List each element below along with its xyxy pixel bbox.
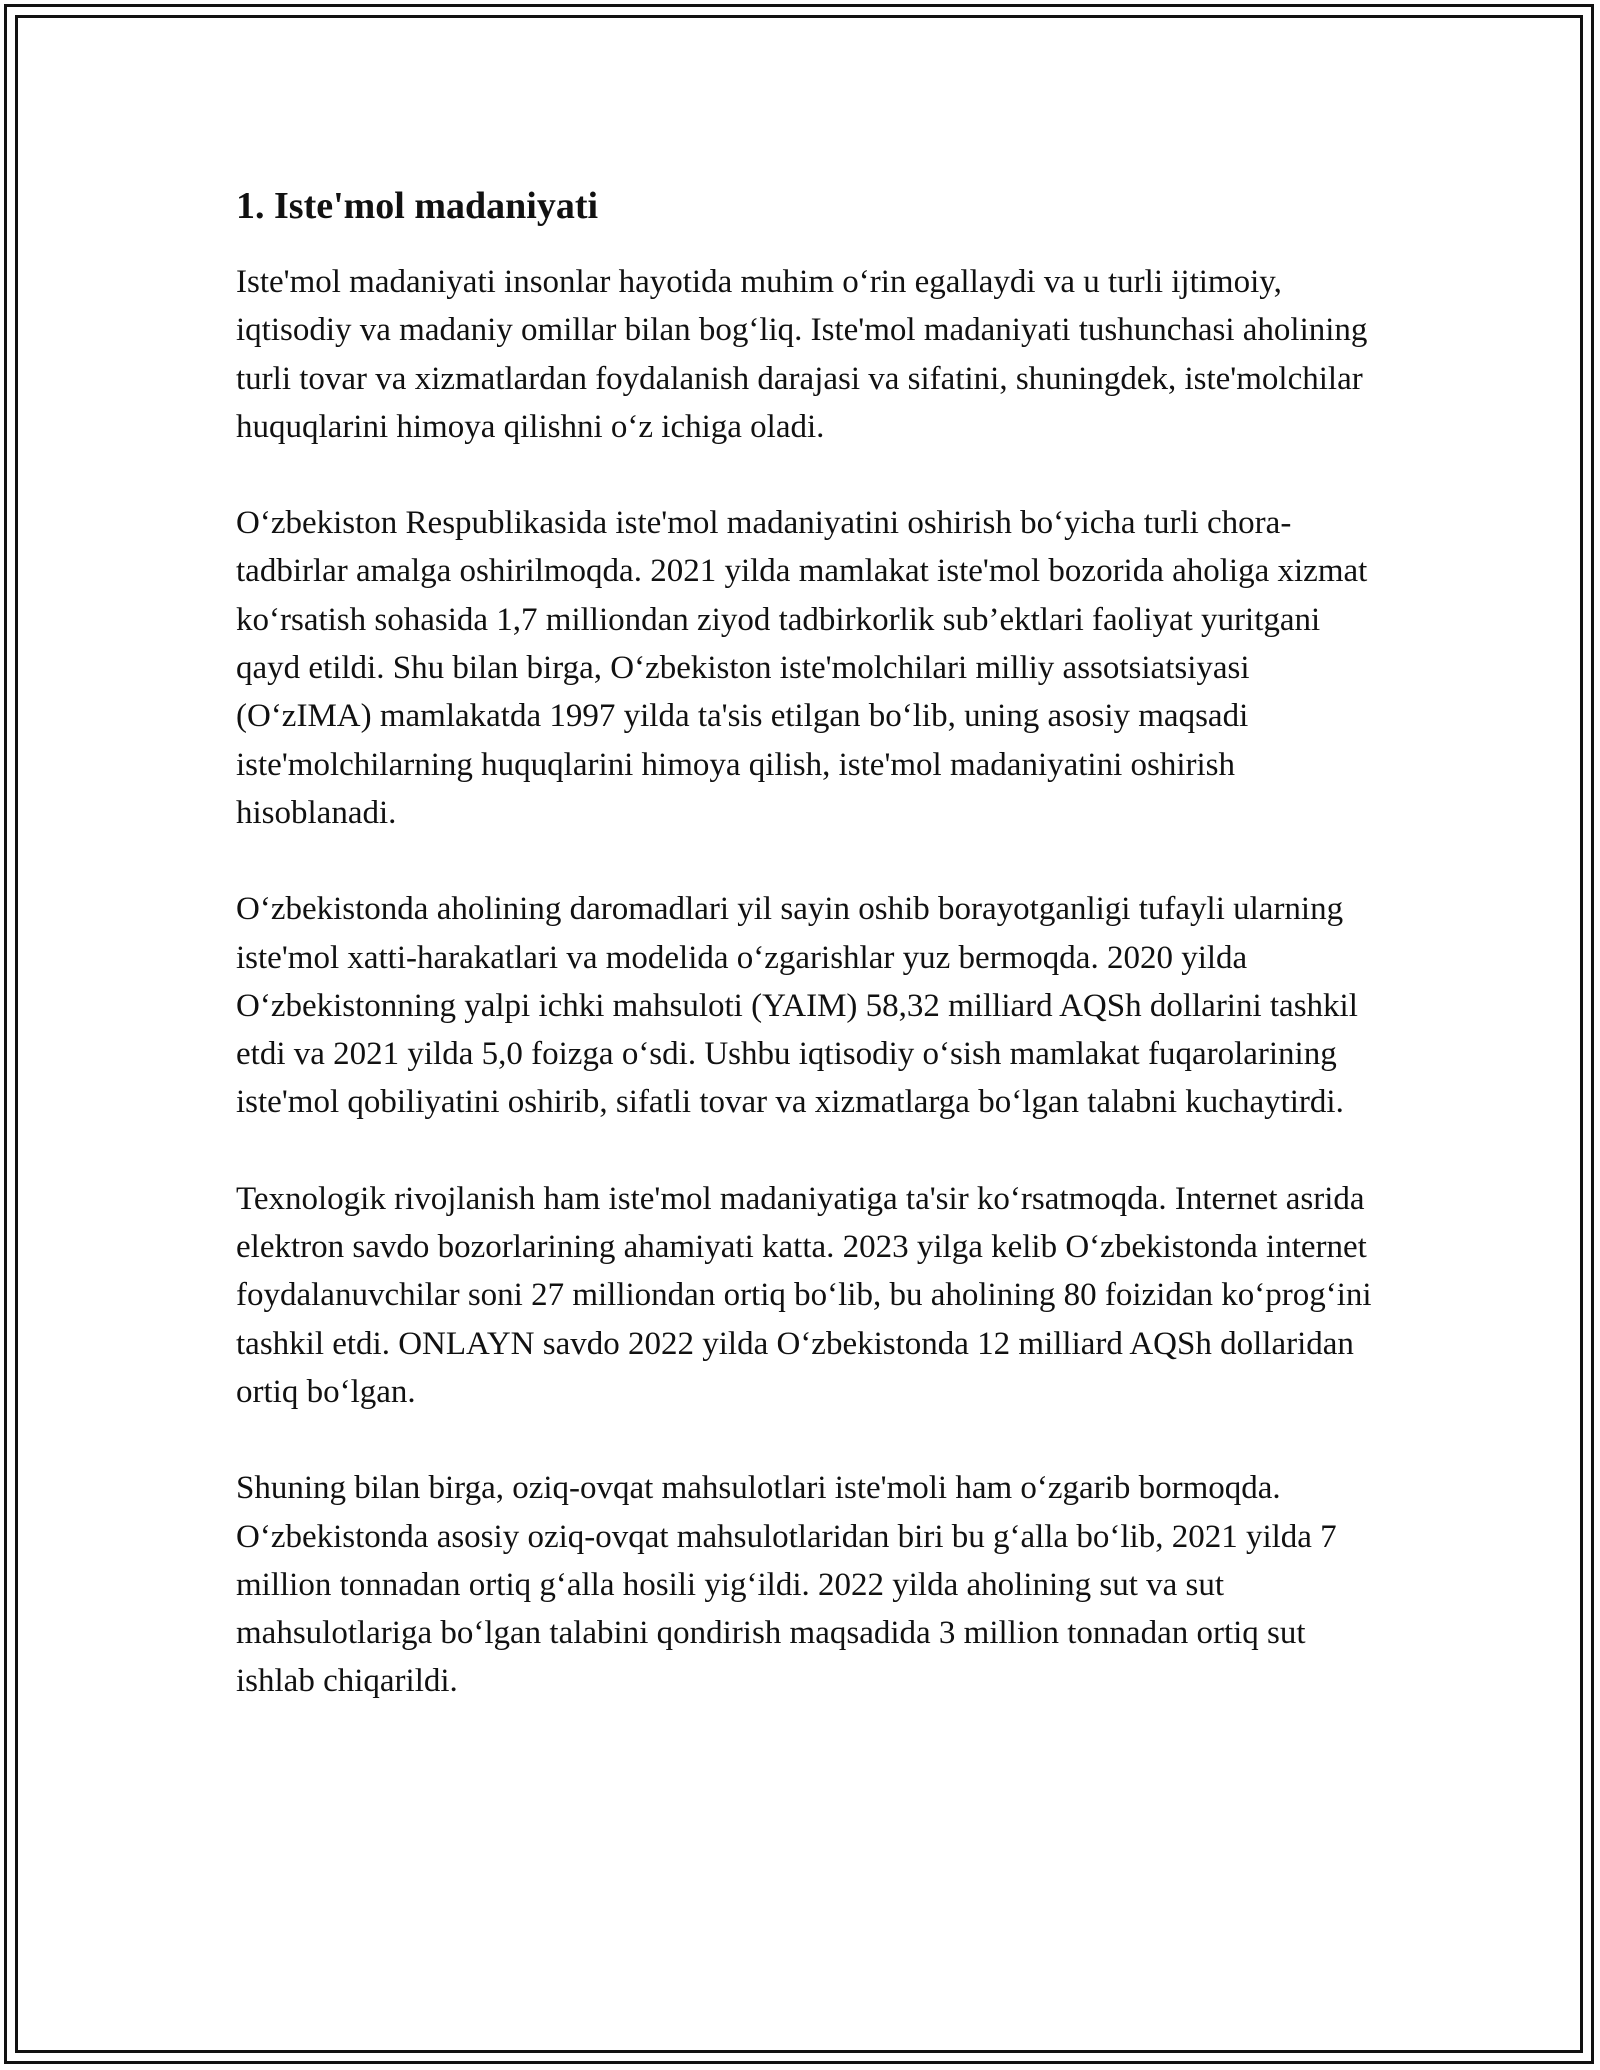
paragraph-1: Iste'mol madaniyati insonlar hayotida muhim o‘rin egallaydi va u turli ijtimoiy, iqtisodiy va madaniy omillar bilan bog‘liq. Iste'mol madaniyati tushunchasi aholining turli tovar va xizmatlardan foydalanish darajasi va sifatini, shuningdek, iste'molchilar huquqlarini himoya qilishni o‘z ichiga oladi. <box>236 264 1368 445</box>
paragraph-2: O‘zbekiston Respublikasida iste'mol madaniyatini oshirish bo‘yicha turli chora-tadbirlar amalga oshirilmoqda. 2021 yilda mamlakat iste'mol bozorida aholiga xizmat ko‘rsatish sohasida 1,7 milliondan ziyod tadbirkorlik sub’ektlari faoliyat yuritgani qayd etildi. Shu bilan birga, O‘zbekiston iste'molchilari milliy assotsiatsiyasi (O‘zIMA) mamlakatda 1997 yilda ta'sis etilgan bo‘lib, uning asosiy maqsadi iste'molchilarning huquqlarini himoya qilish, iste'mol madaniyatini oshirish hisoblanadi. <box>236 505 1368 831</box>
document-body <box>236 182 1386 1754</box>
paragraph-4: Texnologik rivojlanish ham iste'mol madaniyatiga ta'sir ko‘rsatmoqda. Internet asrida elektron savdo bozorlarining ahamiyati katta. 2023 yilga kelib O‘zbekistonda internet foydalanuvchilar soni 27 milliondan ortiq bo‘lib, bu aholining 80 foizidan ko‘prog‘ini tashkil etdi. ONLAYN savdo 2022 yilda O‘zbekistonda 12 milliard AQSh dollaridan ortiq bo‘lgan. <box>236 1180 1372 1410</box>
section-heading: 1. Iste'mol madaniyati <box>236 185 599 227</box>
paragraph-3: O‘zbekistonda aholining daromadlari yil sayin oshib borayotganligi tufayli ularning iste'mol xatti-harakatlari va modelida o‘zgarishlar yuz bermoqda. 2020 yilda O‘zbekistonning yalpi ichki mahsuloti (YAIM) 58,32 milliard AQSh dollarini tashkil etdi va 2021 yilda 5,0 foizga o‘sdi. Ushbu iqtisodiy o‘sish mamlakat fuqarolarining iste'mol qobiliyatini oshirib, sifatli tovar va xizmatlarga bo‘lgan talabni kuchaytirdi. <box>236 891 1358 1121</box>
paragraph-5: Shuning bilan birga, oziq-ovqat mahsulotlari iste'moli ham o‘zgarib bormoqda. O‘zbekistonda asosiy oziq-ovqat mahsulotlaridan biri bu g‘alla bo‘lib, 2021 yilda 7 million tonnadan ortiq g‘alla hosili yig‘ildi. 2022 yilda aholining sut va sut mahsulotlariga bo‘lgan talabini qondirish maqsadida 3 million tonnadan ortiq sut ishlab chiqarildi. <box>236 1470 1337 1700</box>
